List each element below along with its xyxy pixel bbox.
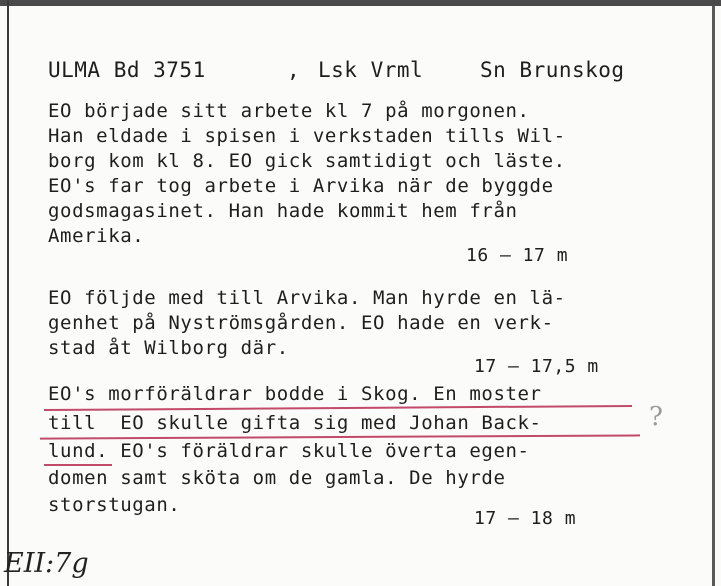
paragraph-1-line: borg kom kl 8. EO gick samtidigt och läste. [48,150,566,172]
pen-underline [44,464,112,466]
archive-reference: ULMA Bd 3751 [48,58,206,82]
paragraph-1-line: Han eldade i spisen i verkstaden tills Wil- [48,125,566,147]
margin-question-mark: ? [649,402,663,432]
card-top-edge [0,0,721,6]
handwritten-code: EII:7g [4,548,89,579]
paragraph-2-line: EO följde med till Arvika. Man hyrde en lä- [48,287,566,309]
region-label: Lsk Vrml [318,58,424,82]
paragraph-3-line: storstugan. [48,494,181,516]
paragraph-1-line: godsmagasinet. Han hade kommit hem från [48,200,518,222]
parish-label: Sn Brunskog [480,58,625,82]
paragraph-1-line: EO's far tog arbete i Arvika när de byggde [48,175,554,197]
card-right-edge [712,6,715,586]
paragraph-3-line: EO's morföräldrar bodde i Skog. En moster [48,383,542,405]
paragraph-1-line: EO började sitt arbete kl 7 på morgonen. [48,100,530,122]
paragraph-3-line: till EO skulle gifta sig med Johan Back- [48,412,542,434]
header-comma: , [287,58,301,82]
pen-underline [40,434,640,439]
pen-underline [44,405,632,411]
paragraph-3-line: domen samt sköta om de gamla. De hyrde [48,467,506,489]
card-left-edge [7,0,9,586]
paragraph-1-page-ref: 16 – 17 m [466,245,569,266]
paragraph-3-line: lund. EO's föräldrar skulle överta egen- [48,440,530,462]
paragraph-2-page-ref: 17 – 17,5 m [474,356,599,377]
paragraph-3-page-ref: 17 – 18 m [474,508,577,529]
paragraph-1-line: Amerika. [48,225,145,247]
paragraph-2-line: genhet på Nyströmsgården. EO hade en verk- [48,312,554,334]
paragraph-2-line: stad åt Wilborg där. [48,337,289,359]
